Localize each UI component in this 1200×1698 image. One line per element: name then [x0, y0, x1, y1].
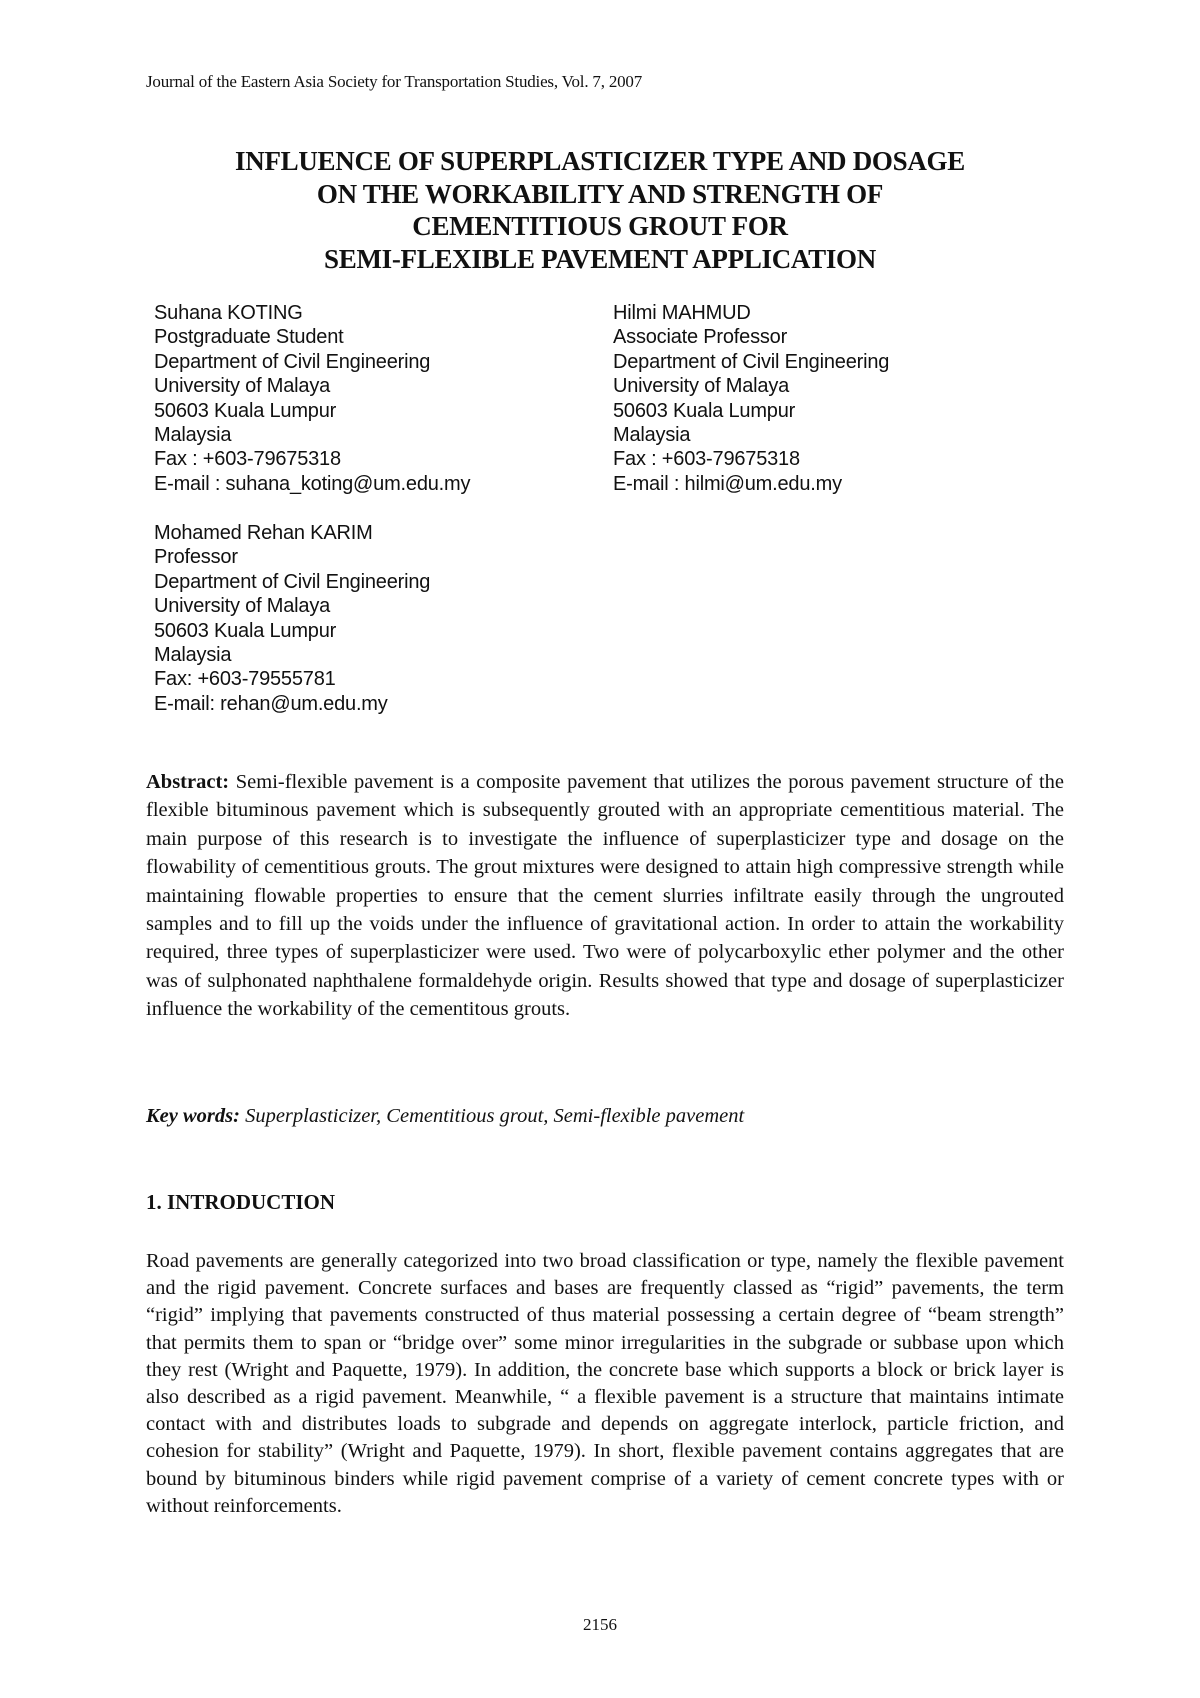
author-block [154, 521, 430, 716]
title-line: INFLUENCE OF SUPERPLASTICIZER TYPE AND DOSAGE [235, 146, 965, 176]
section-heading: 1. INTRODUCTION [146, 1190, 336, 1214]
author-university: University of Malaya [154, 595, 331, 618]
author-country: Malaysia [613, 424, 691, 447]
author-block [613, 301, 889, 496]
title-line: SEMI-FLEXIBLE PAVEMENT APPLICATION [324, 243, 876, 274]
journal-header: Journal of the Eastern Asia Society for Transportation Studies, Vol. 7, 2007 [146, 72, 643, 91]
abstract-text: Semi-flexible pavement is a composite pavement that utilizes the porous pavement structure of the flexible bituminous pavement which is subsequently grouted with an appropriate cementitious material. The main purpose of this research is to investigate the influence of superplasticizer type and dosage on the flowability of cementitious grouts. The grout mixtures were designed to attain high compressive strength while maintaining flowable properties to ensure that the cement slurries infiltrate easily through the ungrouted samples and to fill up the voids under the influence of gravitational action. In order to attain the workability required, three types of superplasticizer were used. Two were of polycarboxylic ether polymer and the other was of sulphonated naphthalene formaldehyde origin. Results showed that type and dosage of superplasticizer influence the workability of the cementitous grouts. [146, 771, 1065, 1021]
keywords-label: Key words: [146, 1105, 240, 1127]
author-city: 50603 Kuala Lumpur [154, 619, 337, 642]
paper-title [100, 145, 1100, 275]
abstract [146, 768, 1064, 1024]
author-position: Postgraduate Student [154, 326, 344, 349]
author-position: Professor [154, 546, 238, 569]
author-email: E-mail: rehan@um.edu.my [154, 692, 388, 715]
abstract-label: Abstract: [146, 771, 230, 793]
author-email: E-mail : suhana_koting@um.edu.my [154, 472, 471, 495]
page-number: 2156 [583, 1615, 617, 1634]
author-fax: Fax: +603-79555781 [154, 668, 336, 691]
author-position: Associate Professor [613, 326, 788, 349]
author-university: University of Malaya [613, 375, 790, 398]
title-line: ON THE WORKABILITY AND STRENGTH OF [316, 178, 884, 209]
author-name: Mohamed Rehan KARIM [154, 522, 373, 544]
author-city: 50603 Kuala Lumpur [154, 399, 337, 422]
author-email: E-mail : hilmi@um.edu.my [613, 472, 842, 495]
keywords-text: Superplasticizer, Cementitious grout, Semi-flexible pavement [245, 1105, 745, 1127]
author-name: Suhana KOTING [154, 302, 303, 324]
title-line: CEMENTITIOUS GROUT FOR [412, 211, 788, 241]
intro-paragraph: Road pavements are generally categorized into two broad classification or type, namely the flexible pavement and the rigid pavement. Concrete surfaces and bases are frequently classed as “rigid” pavements, the term “rigid” implying that pavements constructed of thus material possessing a certain degree of “beam strength” that permits them to span or “bridge over” some minor irregularities in the subgrade or subbase upon which they rest (Wright and Paquette, 1979). In addition, the concrete base which supports a block or brick layer is also described as a rigid pavement. Meanwhile, “ a flexible pavement is a structure that maintains intimate contact with and distributes loads to subgrade and depends on aggregate interlock, particle friction, and cohesion for stability” (Wright and Paquette, 1979). In short, flexible pavement contains aggregates that are bound by bituminous binders while rigid pavement comprise of a variety of cement concrete types with or without reinforcements. [146, 1250, 1064, 1517]
author-block [154, 301, 470, 496]
author-country: Malaysia [154, 644, 232, 667]
author-fax: Fax : +603-79675318 [154, 448, 341, 471]
author-university: University of Malaya [154, 375, 331, 398]
author-city: 50603 Kuala Lumpur [613, 399, 796, 422]
author-name: Hilmi MAHMUD [613, 302, 751, 324]
author-country: Malaysia [154, 424, 232, 447]
author-department: Department of Civil Engineering [154, 570, 431, 593]
author-department: Department of Civil Engineering [613, 350, 890, 373]
author-department: Department of Civil Engineering [154, 350, 431, 373]
keywords [146, 1105, 744, 1128]
author-fax: Fax : +603-79675318 [613, 448, 800, 471]
